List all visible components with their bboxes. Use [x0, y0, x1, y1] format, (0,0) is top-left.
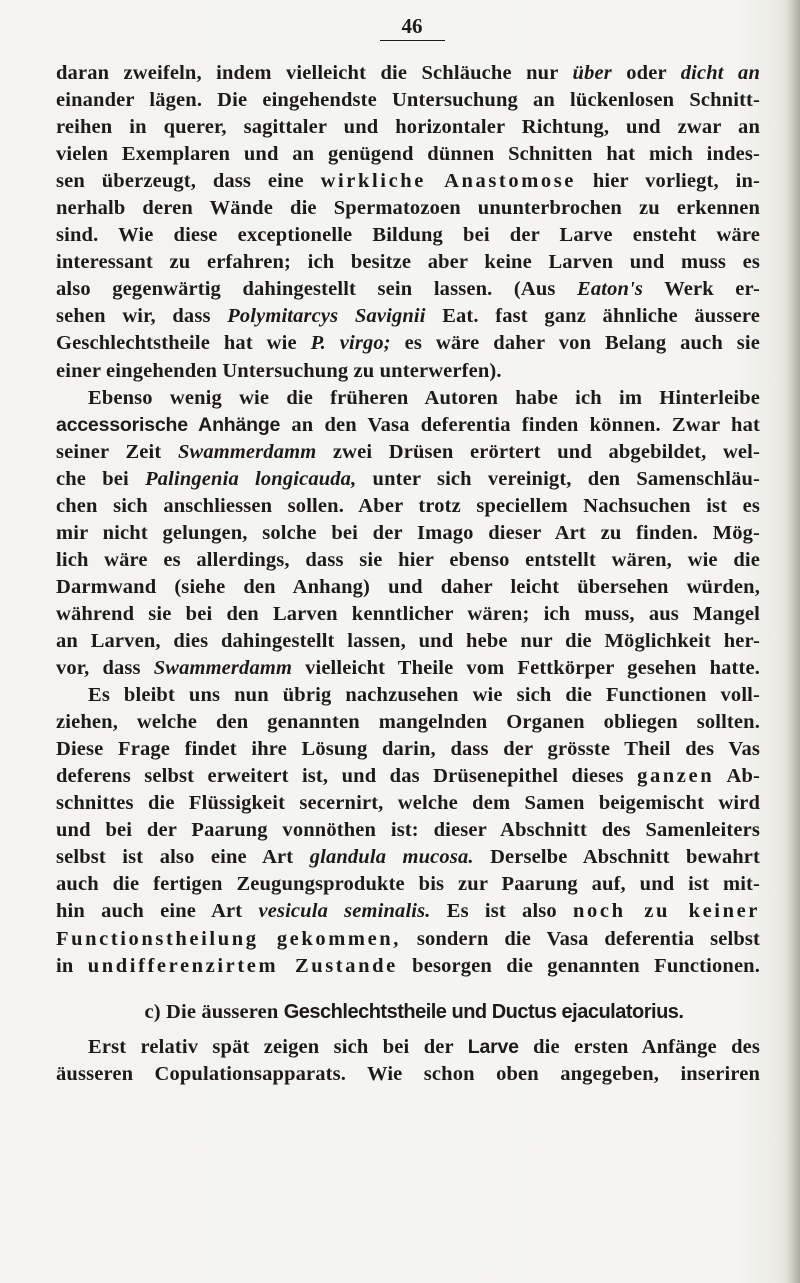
text-line — [56, 871, 760, 898]
text-segment: Polymitarcys Savignii — [227, 305, 426, 328]
text-line — [56, 520, 760, 547]
text-segment: einer eingehenden Untersuchung zu unterwerfen). — [56, 359, 502, 382]
text-segment: über — [572, 62, 612, 84]
text-segment: sondern die Vasa deferentia selbst — [401, 927, 760, 950]
text-segment: Erst relativ spät zeigen sich bei der — [88, 1035, 468, 1058]
body-text — [56, 60, 760, 1088]
text-segment: Swammerdamm — [153, 657, 293, 680]
text-line — [56, 601, 760, 628]
text-line — [56, 790, 760, 817]
text-segment: Darmwand (siehe den Anhang) und daher leicht übersehen würden, — [56, 575, 760, 598]
text-segment: daran zweifeln, indem vielleicht die Schläuche nur — [56, 62, 573, 84]
text-segment: äusseren Copulationsapparats. Wie schon oben angegeben, inseriren — [56, 1062, 760, 1085]
text-line — [56, 141, 760, 168]
text-segment: einander lägen. Die eingehendste Untersuchung an lückenlosen Schnitt- — [56, 89, 760, 112]
paragraph-block — [56, 1034, 760, 1088]
section-heading — [56, 999, 760, 1026]
text-line — [56, 195, 760, 222]
section-heading-title: Geschlechtstheile und Ductus ejaculatorius. — [283, 1000, 684, 1023]
text-line — [56, 817, 760, 844]
section-gap — [56, 980, 760, 999]
text-line — [56, 303, 760, 330]
text-segment: die ersten Anfänge des — [518, 1035, 760, 1058]
text-line — [56, 385, 760, 412]
text-line — [56, 222, 760, 249]
text-segment: P. virgo; — [310, 332, 391, 355]
text-segment: und bei der Paarung vonnöthen ist: dieser Abschnitt des Samenleiters — [56, 819, 760, 842]
text-segment: schnittes die Flüssigkeit secernirt, welche dem Samen beigemischt wird — [56, 792, 760, 815]
text-line — [56, 655, 760, 682]
text-segment: wirkliche Anastomose — [320, 170, 577, 193]
text-line — [56, 114, 760, 141]
text-segment: chen sich anschliessen sollen. Aber trotz speciellem Nachsuchen ist es — [56, 494, 760, 517]
text-line — [56, 628, 760, 655]
text-line — [56, 547, 760, 574]
text-segment: lich wäre es allerdings, dass sie hier ebenso entstellt wären, wie die — [56, 548, 760, 571]
text-line — [56, 249, 760, 276]
text-segment: reihen in querer, sagittaler und horizontaler Richtung, und zwar an — [56, 116, 760, 139]
text-segment: sehen wir, dass — [56, 305, 228, 328]
text-segment: an den Vasa deferentia finden können. Zwar hat — [280, 413, 760, 436]
text-segment: sind. Wie diese exceptionelle Bildung bei der Larve ensteht wäre — [56, 224, 760, 247]
page-number-text: 46 — [380, 14, 445, 41]
text-segment: Larve — [467, 1035, 519, 1058]
text-segment: während sie bei den Larven kenntlicher wären; ich muss, aus Mangel — [56, 602, 760, 625]
text-segment: Ab- — [714, 765, 760, 788]
text-segment: Eaton's — [577, 278, 644, 301]
text-segment: unter sich vereinigt, den Samenschläu- — [356, 467, 760, 490]
text-segment: vor, dass — [56, 657, 154, 680]
text-line — [56, 682, 760, 709]
text-line — [56, 926, 760, 953]
text-segment: Swammerdamm — [177, 440, 317, 463]
text-segment: Palingenia longicauda, — [145, 467, 357, 490]
text-segment: es wäre daher von Belang auch sie — [390, 332, 760, 355]
text-segment: accessorische Anhänge — [56, 413, 281, 436]
text-line — [56, 493, 760, 520]
text-segment: vesicula seminalis. — [258, 900, 431, 923]
text-line — [56, 87, 760, 114]
text-segment: interessant zu erfahren; ich besitze aber keine Larven und muss es — [56, 251, 760, 274]
text-segment: auch die fertigen Zeugungsprodukte bis zur Paarung auf, und ist mit- — [56, 873, 760, 896]
text-line — [56, 276, 760, 303]
text-segment: Diese Frage findet ihre Lösung darin, dass der grösste Theil des Vas — [56, 738, 760, 761]
text-line — [56, 844, 760, 871]
text-line — [56, 763, 760, 790]
text-segment: glandula mucosa. — [309, 846, 474, 869]
page-number — [0, 14, 800, 41]
text-line — [56, 466, 760, 493]
text-segment: ganzen — [637, 765, 715, 788]
text-segment: vielleicht Theile vom Fettkörper gesehen hatte. — [292, 657, 761, 680]
text-line — [56, 709, 760, 736]
text-segment: nerhalb deren Wände die Spermatozoen ununterbrochen zu erkennen — [56, 197, 760, 220]
text-segment: oder — [611, 62, 681, 84]
text-segment: Derselbe Abschnitt bewahrt — [473, 846, 760, 869]
text-segment: mir nicht gelungen, solche bei der Imago dieser Art zu finden. Mög- — [56, 521, 760, 544]
text-line — [56, 330, 760, 357]
section-gap — [56, 1026, 760, 1034]
text-segment: che bei — [56, 467, 146, 490]
text-line — [56, 412, 760, 439]
text-segment: also gegenwärtig dahingestellt sein lassen. (Aus — [56, 278, 578, 301]
text-line — [56, 1061, 760, 1088]
text-segment: undifferenzirtem Zustande — [87, 954, 398, 977]
text-segment: ziehen, welche den genannten mangelnden Organen obliegen sollten. — [56, 711, 760, 734]
text-segment: Eat. fast ganz ähnliche äussere — [425, 305, 760, 328]
text-segment: hier vorliegt, in- — [576, 170, 760, 193]
text-line — [56, 439, 760, 466]
paragraph-block — [56, 60, 760, 980]
text-segment: dicht an — [680, 62, 760, 84]
page-edge-shadow — [786, 0, 800, 1283]
text-segment: Es bleibt uns nun übrig nachzusehen wie sich die Functionen voll- — [88, 684, 760, 707]
text-segment: Werk er- — [643, 278, 760, 301]
text-line — [56, 736, 760, 763]
text-segment: sen überzeugt, dass eine — [56, 170, 321, 193]
text-segment: in — [56, 954, 88, 977]
text-segment: Functionstheilung gekommen, — [56, 927, 402, 950]
text-segment: Es ist also — [430, 900, 574, 923]
text-segment: zwei Drüsen erörtert und abgebildet, wel- — [316, 440, 760, 463]
text-segment: Geschlechtstheile hat wie — [56, 332, 311, 355]
text-segment: hin auch eine Art — [56, 900, 259, 923]
text-line — [56, 60, 760, 87]
text-segment: selbst ist also eine Art — [56, 846, 310, 869]
text-segment: noch zu keiner — [573, 900, 760, 923]
text-line — [56, 898, 760, 925]
text-line — [56, 1034, 760, 1061]
text-segment: seiner Zeit — [56, 440, 178, 463]
text-segment: Ebenso wenig wie die früheren Autoren habe ich im Hinterleibe — [88, 386, 760, 409]
text-line — [56, 953, 760, 980]
section-heading-prefix: c) Die äusseren — [144, 1000, 284, 1023]
text-line — [56, 358, 760, 385]
text-segment: an Larven, dies dahingestellt lassen, und hebe nur die Möglichkeit her- — [56, 629, 760, 652]
text-line — [56, 168, 760, 195]
text-segment: deferens selbst erweitert ist, und das Drüsenepithel dieses — [56, 765, 638, 788]
text-segment: besorgen die genannten Functionen. — [397, 954, 761, 977]
text-line — [56, 574, 760, 601]
text-segment: vielen Exemplaren und an genügend dünnen Schnitten hat mich indes- — [56, 143, 760, 166]
